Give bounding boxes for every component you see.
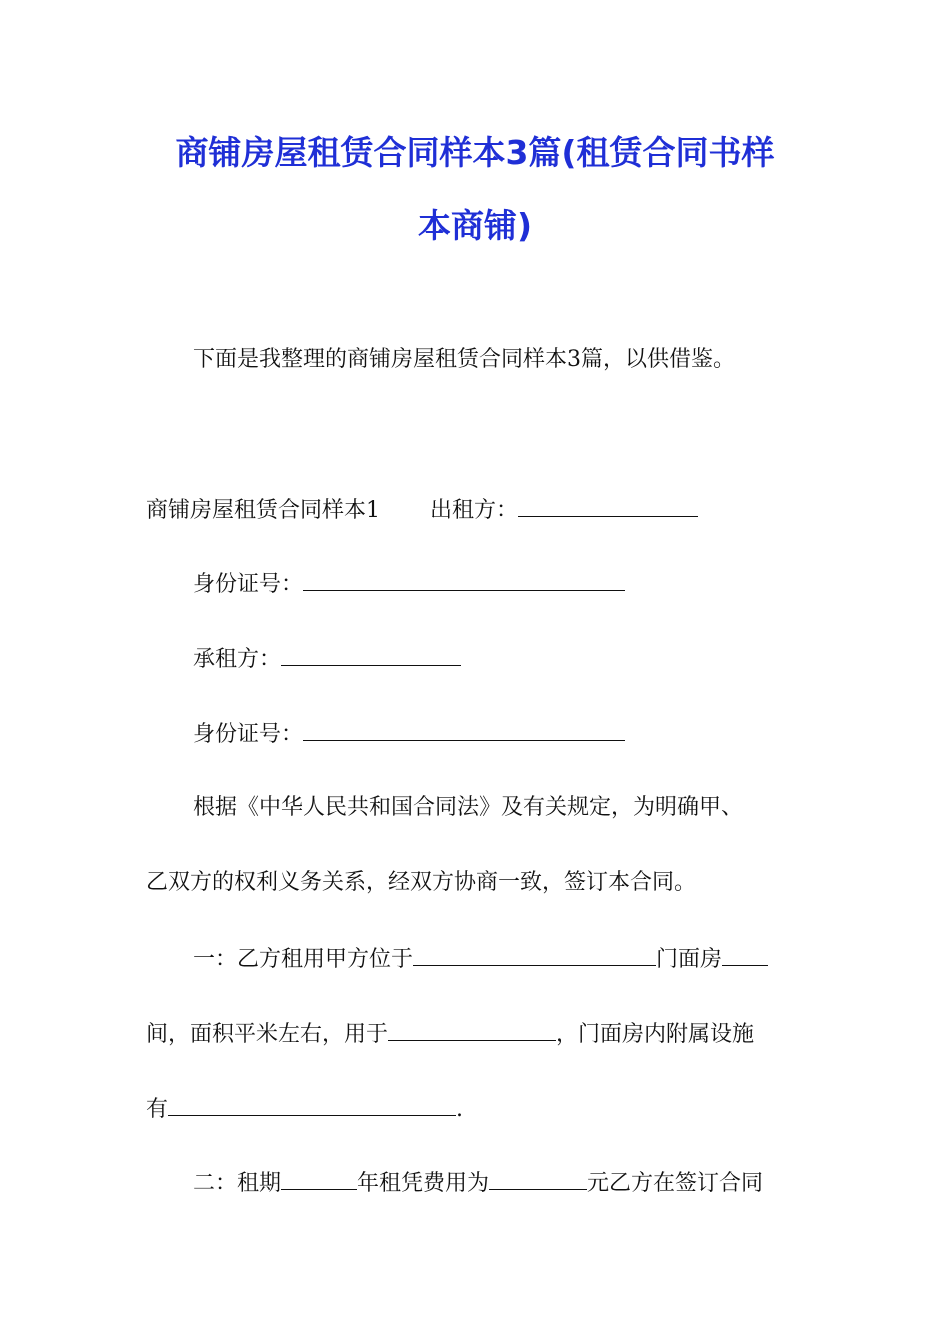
usage-blank [388,1018,556,1041]
lessor-id-blank [303,568,625,591]
lessee-blank [281,643,461,666]
rent-amount-blank [489,1167,587,1190]
clause-1-text-b: 门面房 [656,947,723,972]
intro-paragraph: 下面是我整理的商铺房屋租赁合同样本3篇，以供借鉴。 [193,347,735,372]
clause-1-text-d: ，门面房内附属设施 [556,1022,755,1047]
lessee-id-line [193,718,625,750]
lessor-blank [518,494,698,517]
sample-heading: 商铺房屋租赁合同样本1 [146,498,380,523]
lessee-id-blank [303,718,625,741]
document-title-line-2: 本商铺) [417,206,533,245]
clause-2-text-c: 元乙方在签订合同 [587,1171,764,1196]
clause-1-text-e: 有 [146,1097,169,1122]
clause-2-line-1 [193,1167,763,1199]
facilities-blank [168,1093,456,1116]
lessor-line [146,494,698,526]
clause-2-text-a: 二：租期 [193,1171,282,1196]
room-count-blank [722,943,768,966]
lessee-label: 承租方： [193,647,282,672]
clause-1-text-c: 间，面积平米左右，用于 [146,1022,389,1047]
paragraph-1-line-2: 乙双方的权利义务关系，经双方协商一致，签订本合同。 [146,870,697,895]
document-title-line-1: 商铺房屋租赁合同样本3篇(租赁合同书样 [175,133,775,172]
location-blank [413,943,656,966]
lessor-id-line [193,568,625,600]
lessee-line [193,643,461,675]
clause-1-line-3 [146,1093,463,1125]
paragraph-1-line-1: 根据《中华人民共和国合同法》及有关规定，为明确甲、 [193,795,744,820]
clause-1-line-2 [146,1018,754,1050]
clause-2-text-b: 年租凭费用为 [357,1171,490,1196]
lessor-id-label: 身份证号： [193,572,304,597]
clause-1-text-f: . [456,1097,464,1122]
lessor-label: 出租方： [430,498,519,523]
clause-1-line-1 [193,943,768,975]
lease-years-blank [281,1167,357,1190]
lessee-id-label: 身份证号： [193,722,304,747]
clause-1-text-a: 一：乙方租用甲方位于 [193,947,414,972]
